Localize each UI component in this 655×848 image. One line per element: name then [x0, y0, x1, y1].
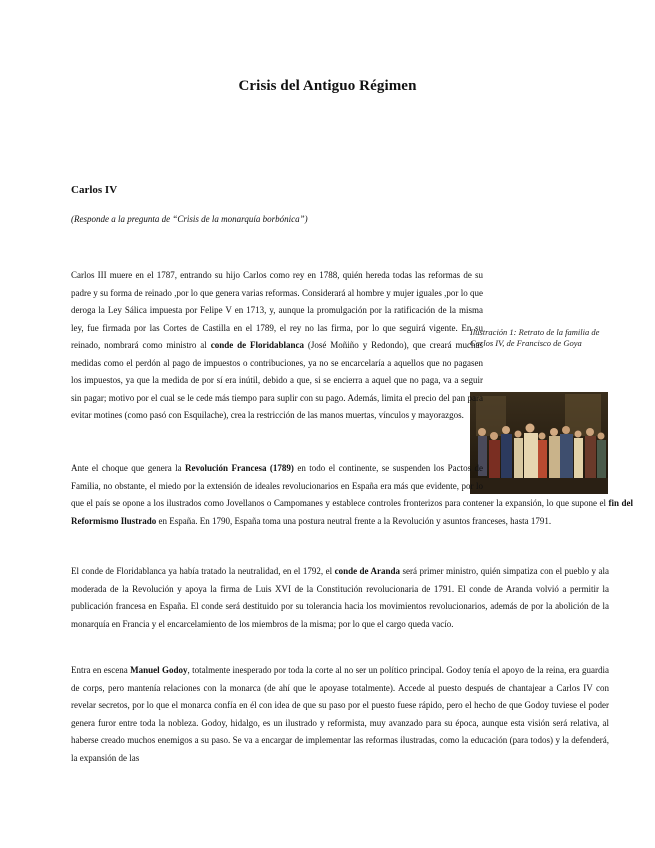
- paragraph-1-bold: conde de Floridablanca: [210, 340, 304, 350]
- paragraph-2-bold-2: fin del Reformismo Ilustrado: [71, 498, 633, 526]
- figure-caption: Ilustración 1: Retrato de la familia de Carlos IV, de Francisco de Goya: [470, 327, 600, 348]
- paragraph-3-bold: conde de Aranda: [334, 566, 401, 576]
- paragraph-4-text-2: , totalmente inesperado por toda la corte al no ser un político principal. Godoy tenía el apoyo de la reina, era guardia de corps, pero mantenía relaciones con la monarca (de ahí que le apoyase totalmente). Accede al puesto después de chantajear a Carlos IV con revelar secretos, por lo que el monarca confía en él con idea de que su paso por el puesto fuese rápido, pero el hecho de que Godoy tuviese el poder genera furor entre toda la nobleza. Godoy, hidalgo, es un ilustrado y reformista, muy avanzado para su época, aunque esta visión será relativa, al haberse creado muchos enemigos a su paso. Se va a encargar de implementar las reformas ilustradas, como la educación (para todos) y la defenderá, la expansión de las: [71, 665, 609, 763]
- paragraph-2-text-2: en todo el continente, se suspenden los Pactos de Familia, no obstante, el miedo por la extensión de ideales revolucionarios en España era más que evidente, por lo que el país se opone a los ilustrados como Jovellanos o Campomanes y establece controles fronterizos para contener la expansión, lo que supone el: [71, 463, 609, 508]
- section-title: Carlos IV: [71, 184, 118, 196]
- figure-spacer-2: [483, 460, 633, 494]
- paragraph-4-text: Entra en escena: [71, 665, 131, 675]
- paragraph-3: [71, 563, 609, 633]
- paragraph-2-text: Ante el choque que genera la: [71, 463, 186, 473]
- paragraph-1-text: Carlos III muere en el 1787, entrando su hijo Carlos como rey en 1788, quién hereda todas las reformas de su padre y su forma de reinado ,por lo que genera varias reformas. Considerará al hombre y mujer iguales ,por lo que deroga la Ley Sálica impuesta por Felipe V en 1713, y, aunque la promulgación por la ratificación de la misma ley, fue firmada por las Cortes de Castilla en el 1789, el rey no las firma, por lo que seguirá vigente. En su reinado, nombrará como ministro al: [71, 270, 483, 350]
- paragraph-3-text-2: será primer ministro, quién simpatiza con el pueblo y ala moderada de la Revolución y apoya la firma de Luis XVI de la Constitución revolucionaria de 1791. El conde de Aranda volvió a permitir la publicación francesa en España. El conde será destituido por su tolerancia hacia los movimientos revolucionarios, además de por la abolición de la monarquía en Francia y el encarcelamiento de los miembros de la misma; por lo que el cargo queda vacío.: [71, 566, 609, 629]
- paragraph-2: [71, 460, 633, 530]
- paragraph-4-bold: Manuel Godoy: [130, 665, 188, 675]
- paragraph-2-text-3: en España. En 1790, España toma una postura neutral frente a la Revolución y asuntos franceses, hasta 1791.: [156, 515, 552, 526]
- section-subtitle: (Responde a la pregunta de “Crisis de la monarquía borbónica”): [71, 214, 308, 224]
- paragraph-4: [71, 662, 609, 767]
- paragraph-3-text: El conde de Floridablanca ya había tratado la neutralidad, en el 1792, el: [71, 566, 335, 576]
- paragraph-2-bold: Revolución Francesa (1789): [185, 463, 294, 473]
- document-title: Crisis del Antiguo Régimen: [238, 78, 417, 94]
- paragraph-1-text-2: (José Moñiño y Redondo), que creará muchas medidas como el perdón al pago de impuestos o contribuciones, ya no se encarcelaría a aquellos que no pagasen los impuestos, ya que la medida de por sí era inútil, debido a que, si se encierra a aquel que no paga, va a seguir sin pagar; motivo por el cual se le cede más tiempo para suplir con su pago. Además, limita el precio del pan para evitar motines (como pasó con Esquilache), crea la restricción de las manos muertas, vínculos y mayorazgos.: [71, 340, 483, 420]
